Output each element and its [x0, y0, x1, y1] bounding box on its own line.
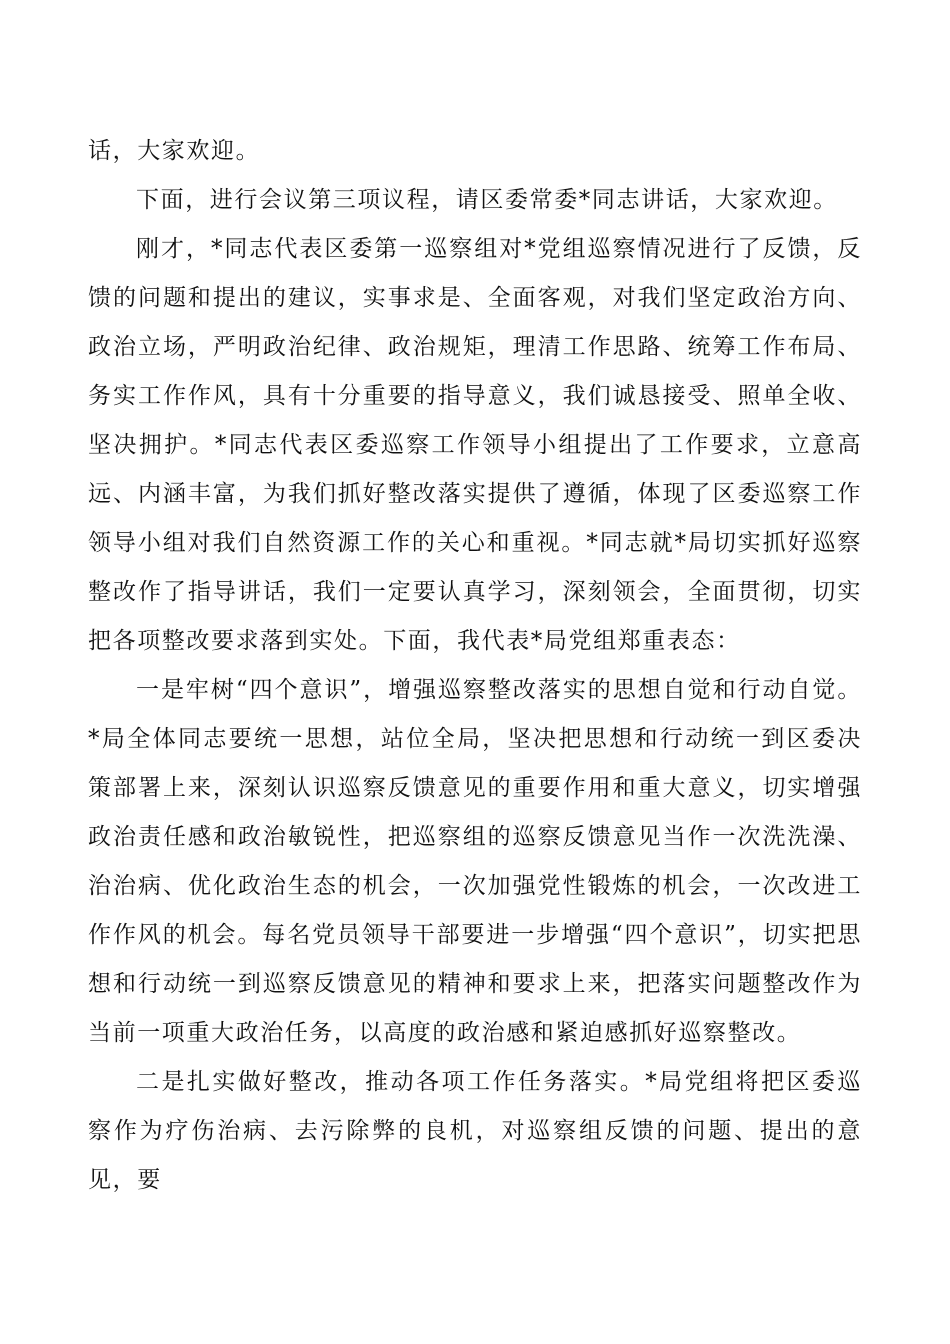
paragraph-continuation: 话，大家欢迎。 — [88, 138, 261, 164]
document-body — [88, 127, 862, 1205]
paragraph-agenda-item: 下面，进行会议第三项议程，请区委常委*同志讲话，大家欢迎。 — [136, 187, 838, 213]
paragraph-point-two: 二是扎实做好整改，推动各项工作任务落实。*局党组将把区委巡察作为疗伤治病、去污除弊的良机，对巡察组反馈的问题、提出的意见，要 — [88, 1069, 862, 1193]
paragraph-point-one: 一是牢树“四个意识”，增强巡察整改落实的思想自觉和行动自觉。*局全体同志要统一思想，站位全局，坚决把思想和行动统一到区委决策部署上来，深刻认识巡察反馈意见的重要作用和重大意义，切实增强政治责任感和政治敏锐性，把巡察组的巡察反馈意见当作一次洗洗澡、治治病、优化政治生态的机会，一次加强党性锻炼的机会，一次改进工作作风的机会。每名党员领导干部要进一步增强“四个意识”，切实把思想和行动统一到巡察反馈意见的精神和要求上来，把落实问题整改作为当前一项重大政治任务，以高度的政治感和紧迫感抓好巡察整改。 — [88, 677, 862, 1046]
paragraph-feedback-response: 刚才，*同志代表区委第一巡察组对*党组巡察情况进行了反馈，反馈的问题和提出的建议，实事求是、全面客观，对我们坚定政治方向、政治立场，严明政治纪律、政治规矩，理清工作思路、统筹工作布局、务实工作作风，具有十分重要的指导意义，我们诚恳接受、照单全收、坚决拥护。*同志代表区委巡察工作领导小组提出了工作要求，立意高远、内涵丰富，为我们抓好整改落实提供了遵循，体现了区委巡察工作领导小组对我们自然资源工作的关心和重视。*同志就*局切实抓好巡察整改作了指导讲话，我们一定要认真学习，深刻领会，全面贯彻，切实把各项整改要求落到实处。下面，我代表*局党组郑重表态： — [88, 236, 862, 654]
